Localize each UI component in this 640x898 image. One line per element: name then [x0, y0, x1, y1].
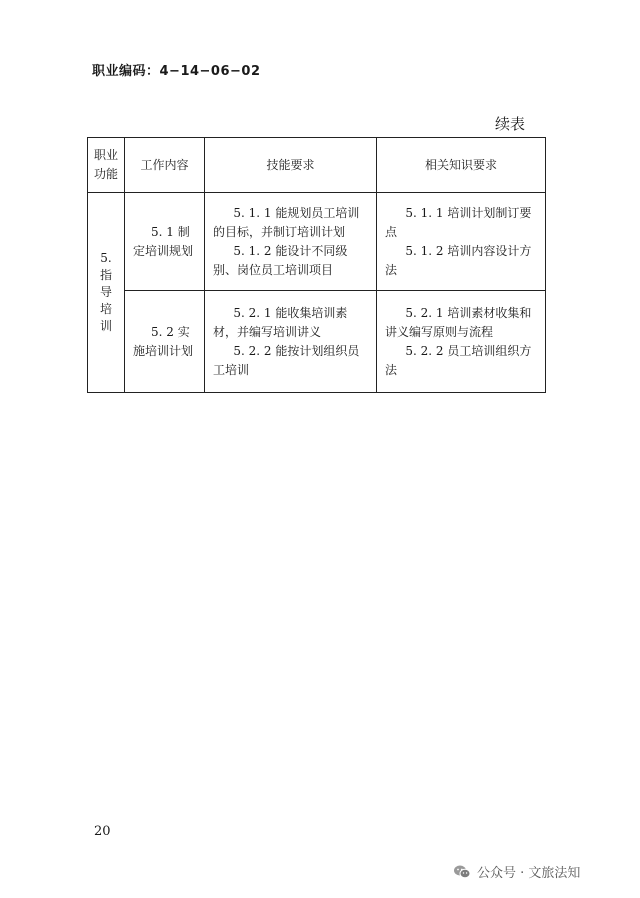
continuation-label: 续表	[495, 115, 526, 133]
header-skills: 技能要求	[205, 138, 377, 193]
table-row	[88, 193, 546, 291]
header-work: 工作内容	[125, 138, 205, 193]
table-header-row	[88, 138, 546, 193]
skills-cell	[205, 291, 377, 393]
knowledge-cell	[377, 291, 546, 393]
wechat-icon	[453, 864, 471, 880]
knowledge-cell	[377, 193, 546, 291]
header-function: 职业 功能	[88, 138, 125, 193]
skill-item: 5. 1. 1 能规划员工培训的目标，并制订培训计划	[213, 205, 360, 239]
knowledge-item: 5. 1. 1 培训计划制订要点	[385, 205, 532, 239]
watermark-text: 公众号 · 文旅法知	[477, 866, 581, 881]
function-cell	[88, 193, 125, 393]
table-row	[88, 291, 546, 393]
skill-item: 5. 2. 2 能按计划组织员工培训	[213, 343, 360, 377]
occupation-code: 职业编码：4−14−06−02	[92, 64, 261, 79]
function-text: 5. 指 导 培 训	[99, 251, 112, 333]
skill-item: 5. 1. 2 能设计不同级别、岗位员工培训项目	[213, 243, 348, 277]
knowledge-item: 5. 2. 2 员工培训组织方法	[385, 343, 532, 377]
wechat-watermark	[453, 862, 580, 881]
work-cell: 5. 1 制定培训规划	[125, 193, 205, 291]
page-number: 20	[94, 824, 111, 839]
work-cell: 5. 2 实施培训计划	[125, 291, 205, 393]
header-knowledge: 相关知识要求	[377, 138, 546, 193]
skill-item: 5. 2. 1 能收集培训素材，并编写培训讲义	[213, 305, 348, 339]
knowledge-item: 5. 2. 1 培训素材收集和讲义编写原则与流程	[385, 305, 532, 339]
skills-table	[87, 137, 546, 393]
knowledge-item: 5. 1. 2 培训内容设计方法	[385, 243, 532, 277]
skills-cell	[205, 193, 377, 291]
